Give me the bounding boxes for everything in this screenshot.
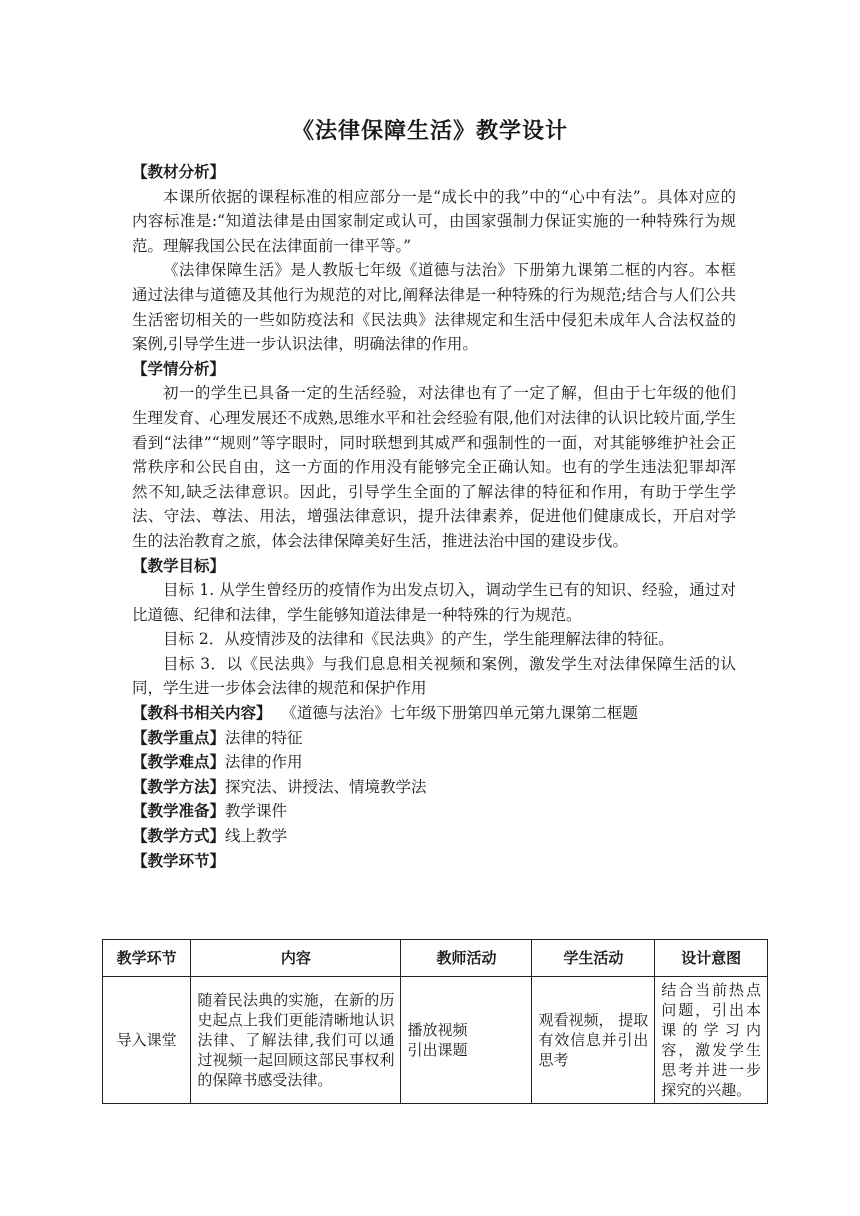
- info-line-textbook-content: [132, 701, 736, 726]
- info-label: 【教学难点】: [132, 752, 226, 772]
- section-heading-goals: 【教学目标】: [132, 555, 226, 575]
- info-line-methods: [132, 775, 736, 800]
- info-label: 【教学准备】: [132, 801, 226, 821]
- student-analysis-paragraph: 初一的学生已具备一定的生活经验，对法律也有了一定了解，但由于七年级的他们生理发育、心理发展还不成熟,思维水平和社会经验有限,他们对法律的认识比较片面,学生看到“法律”“规则”等字眼时，同时联想到其威严和强制性的一面，对其能够维护社会正常秩序和公民自由，这一方面的作用没有能够完全正确认知。也有的学生违法犯罪却浑然不知,缺乏法律意识。因此，引导学生全面的了解法律的特征和作用，有助于学生学法、守法、尊法、用法，增强法律意识，提升法律素养，促进他们健康成长，开启对学生的法治教育之旅，体会法律保障美好生活，推进法治中国的建设步伐。: [132, 384, 736, 550]
- info-value: 法律的作用: [225, 753, 303, 772]
- design-intent-cell: 结合当前热点问题，引出本课的学习内容，激发学生思考并进一步探究的兴趣。: [655, 977, 768, 1104]
- table-header-cell: 教学环节: [103, 940, 191, 977]
- table-header-cell: 内容: [191, 940, 401, 977]
- student-activity-cell: 观看视频， 提取有效信息并引出思考: [532, 977, 655, 1104]
- info-value: 法律的特征: [225, 728, 303, 747]
- info-line-format: [132, 824, 736, 849]
- table-header-row: [103, 940, 768, 977]
- info-label: 【教学重点】: [132, 727, 226, 747]
- info-label: 【教科书相关内容】: [132, 703, 272, 723]
- textbook-analysis-paragraph-2: 《法律保障生活》是人教版七年级《道德与法治》下册第九课第二框的内容。本框通过法律与道德及其他行为规范的对比,阐释法律是一种特殊的行为规范;结合与人们公共生活密切相关的一些如防疫法和《民法典》法律规定和生活中侵犯未成年人合法权益的案例,引导学生进一步认识法律，明确法律的作用。: [132, 261, 736, 354]
- info-value: 教学课件: [225, 802, 288, 821]
- info-value: 探究法、讲授法、情境教学法: [225, 777, 427, 796]
- document-body: [132, 160, 736, 873]
- section-heading-student-analysis: 【学情分析】: [132, 358, 226, 378]
- info-value: 线上教学: [225, 827, 288, 846]
- section-heading-textbook-analysis: 【教材分析】: [132, 162, 226, 181]
- info-line-difficulty: [132, 750, 736, 775]
- info-line-key-point: [132, 726, 736, 751]
- info-value: 《道德与法治》七年级下册第四单元第九课第二框题: [281, 704, 638, 723]
- section-heading-steps: 【教学环节】: [132, 850, 226, 870]
- info-label: 【教学方法】: [132, 776, 226, 796]
- info-label: 【教学方式】: [132, 826, 226, 846]
- goal-item-3: 目标 3．以《民法典》与我们息息相关视频和案例，激发学生对法律保障生活的认同，学生进一步体会法律的规范和保护作用: [132, 654, 736, 698]
- textbook-analysis-paragraph-1: 本课所依据的课程标准的相应部分一是“成长中的我”中的“心中有法”。具体对应的内容标准是:“知道法律是由国家制定或认可，由国家强制力保证实施的一种特殊行为规范。理解我国公民在法律面前一律平等。”: [132, 187, 736, 255]
- teacher-activity-cell: 播放视频 引出课题: [401, 977, 532, 1104]
- table-header-cell: 教师活动: [401, 940, 532, 977]
- content-cell: 随着民法典的实施，在新的历史起点上我们更能清晰地认识法律、了解法律,我们可以通过视频一起回顾这部民事权利的保障书感受法律。: [191, 977, 401, 1104]
- info-line-preparation: [132, 799, 736, 824]
- step-cell: 导入课堂: [103, 977, 191, 1104]
- table-header-cell: 设计意图: [655, 940, 768, 977]
- table-row: [103, 977, 768, 1104]
- teaching-steps-table: [102, 939, 768, 1104]
- table-header-cell: 学生活动: [532, 940, 655, 977]
- goal-item-1: 目标 1. 从学生曾经历的疫情作为出发点切入，调动学生已有的知识、经验，通过对比道德、纪律和法律，学生能够知道法律是一种特殊的行为规范。: [132, 581, 736, 624]
- goal-item-2: 目标 2．从疫情涉及的法律和《民法典》的产生，学生能理解法律的特征。: [163, 630, 674, 649]
- document-title: 《法律保障生活》教学设计: [291, 118, 568, 144]
